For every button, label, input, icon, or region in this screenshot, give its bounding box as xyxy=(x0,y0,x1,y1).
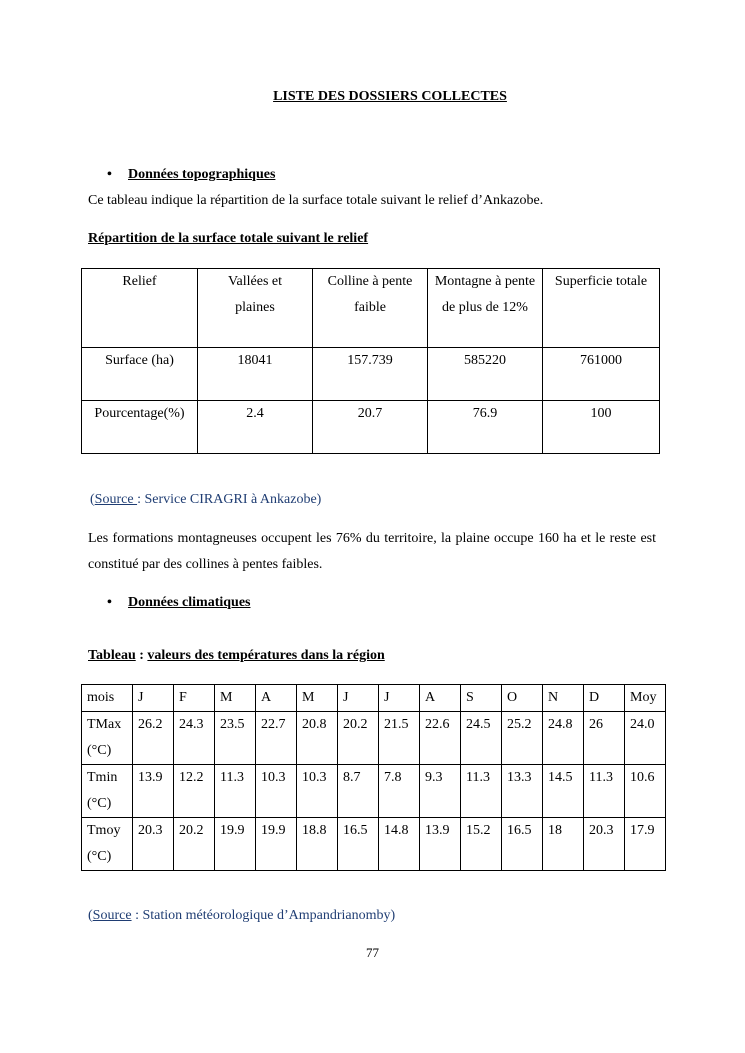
table-row xyxy=(82,401,660,454)
table-cell: 2.4 xyxy=(198,401,313,454)
table-cell: 22.6 xyxy=(420,712,461,765)
table-cell: 24.8 xyxy=(543,712,584,765)
table-cell: 26.2 xyxy=(133,712,174,765)
section-heading-climatic xyxy=(107,595,251,611)
table-row xyxy=(82,348,660,401)
table-row xyxy=(82,818,666,871)
table-header-cell: J xyxy=(379,685,420,712)
table-header-cell: O xyxy=(502,685,543,712)
table-cell: 26 xyxy=(584,712,625,765)
table-header-cell: N xyxy=(543,685,584,712)
table-row xyxy=(82,765,666,818)
bullet-icon: • xyxy=(107,595,112,610)
source-ciragri xyxy=(90,487,658,513)
table-row-label: Tmin (°C) xyxy=(82,765,133,818)
table-cell: 20.8 xyxy=(297,712,338,765)
table-cell: 761000 xyxy=(543,348,660,401)
table-cell: 11.3 xyxy=(461,765,502,818)
table-cell: 16.5 xyxy=(502,818,543,871)
table-cell: 20.3 xyxy=(133,818,174,871)
table-cell: 14.5 xyxy=(543,765,584,818)
relief-table xyxy=(81,268,660,454)
table-header-cell: F xyxy=(174,685,215,712)
relief-paragraph: Les formations montagneuses occupent les 76% du territoire, la plaine occupe 160 ha et le reste est constitué par des collines à pentes faibles. xyxy=(88,531,656,572)
table-title-text: valeurs des températures dans la région xyxy=(147,648,385,663)
table-header-cell: J xyxy=(338,685,379,712)
table-cell: 11.3 xyxy=(215,765,256,818)
table-header-cell: M xyxy=(215,685,256,712)
section-heading-topographic xyxy=(107,167,275,183)
source-paren: ( xyxy=(90,492,95,507)
source-text: : Station météorologique d’Ampandrianomby) xyxy=(131,908,396,923)
table-header-cell: Colline à pente faible xyxy=(313,269,428,348)
table-cell: 10.3 xyxy=(256,765,297,818)
table-header-cell: Superficie totale xyxy=(543,269,660,348)
table-cell: 11.3 xyxy=(584,765,625,818)
section-heading-text: Données climatiques xyxy=(128,595,251,610)
table-cell: 20.3 xyxy=(584,818,625,871)
table-cell: 7.8 xyxy=(379,765,420,818)
table-cell: 22.7 xyxy=(256,712,297,765)
temperature-table-title xyxy=(88,643,656,669)
table-row xyxy=(82,712,666,765)
table-cell: 13.3 xyxy=(502,765,543,818)
relief-table-title: Répartition de la surface totale suivant le relief xyxy=(88,231,369,246)
source-text: : Service CIRAGRI à Ankazobe) xyxy=(137,492,322,507)
table-cell: 16.5 xyxy=(338,818,379,871)
table-title-prefix: Tableau xyxy=(88,648,136,663)
table-header-cell: Relief xyxy=(82,269,198,348)
table-cell: 13.9 xyxy=(133,765,174,818)
table-header-row xyxy=(82,685,666,712)
table-header-cell: mois xyxy=(82,685,133,712)
page-number: 77 xyxy=(366,945,379,960)
table-header-row xyxy=(82,269,660,348)
table-cell: 19.9 xyxy=(215,818,256,871)
section-heading-text: Données topographiques xyxy=(128,167,276,182)
table-cell: 17.9 xyxy=(625,818,666,871)
table-cell: 76.9 xyxy=(428,401,543,454)
page-title: LISTE DES DOSSIERS COLLECTES xyxy=(273,89,507,104)
table-cell: 24.3 xyxy=(174,712,215,765)
table-cell: Pourcentage(%) xyxy=(82,401,198,454)
table-cell: 10.3 xyxy=(297,765,338,818)
table-header-cell: J xyxy=(133,685,174,712)
table-cell: Surface (ha) xyxy=(82,348,198,401)
table-cell: 9.3 xyxy=(420,765,461,818)
table-cell: 24.0 xyxy=(625,712,666,765)
table-cell: 18.8 xyxy=(297,818,338,871)
table-row-label: TMax (°C) xyxy=(82,712,133,765)
table-header-cell: S xyxy=(461,685,502,712)
table-cell: 20.2 xyxy=(174,818,215,871)
table-header-cell: A xyxy=(256,685,297,712)
table-cell: 20.2 xyxy=(338,712,379,765)
table-cell: 157.739 xyxy=(313,348,428,401)
table-cell: 21.5 xyxy=(379,712,420,765)
table-header-cell: A xyxy=(420,685,461,712)
source-label: Source xyxy=(92,908,132,923)
table-cell: 10.6 xyxy=(625,765,666,818)
table-cell: 18 xyxy=(543,818,584,871)
source-station xyxy=(88,903,656,929)
bullet-icon: • xyxy=(107,167,112,182)
table-header-cell: Montagne à pente de plus de 12% xyxy=(428,269,543,348)
temperature-table xyxy=(81,684,666,871)
table-cell: 20.7 xyxy=(313,401,428,454)
table-header-cell: M xyxy=(297,685,338,712)
table-cell: 12.2 xyxy=(174,765,215,818)
table-cell: 14.8 xyxy=(379,818,420,871)
source-paren: ( xyxy=(88,908,93,923)
table-cell: 100 xyxy=(543,401,660,454)
table-cell: 18041 xyxy=(198,348,313,401)
table-cell: 585220 xyxy=(428,348,543,401)
table-cell: 8.7 xyxy=(338,765,379,818)
table-header-cell: Moy xyxy=(625,685,666,712)
table-header-cell: Vallées et plaines xyxy=(198,269,313,348)
intro-paragraph: Ce tableau indique la répartition de la surface totale suivant le relief d’Ankazobe. xyxy=(88,193,544,208)
table-header-cell: D xyxy=(584,685,625,712)
source-label: Source xyxy=(94,492,138,507)
table-cell: 24.5 xyxy=(461,712,502,765)
table-title-separator: : xyxy=(135,648,148,663)
table-cell: 13.9 xyxy=(420,818,461,871)
table-row-label: Tmoy (°C) xyxy=(82,818,133,871)
table-cell: 23.5 xyxy=(215,712,256,765)
table-cell: 25.2 xyxy=(502,712,543,765)
table-cell: 19.9 xyxy=(256,818,297,871)
table-cell: 15.2 xyxy=(461,818,502,871)
